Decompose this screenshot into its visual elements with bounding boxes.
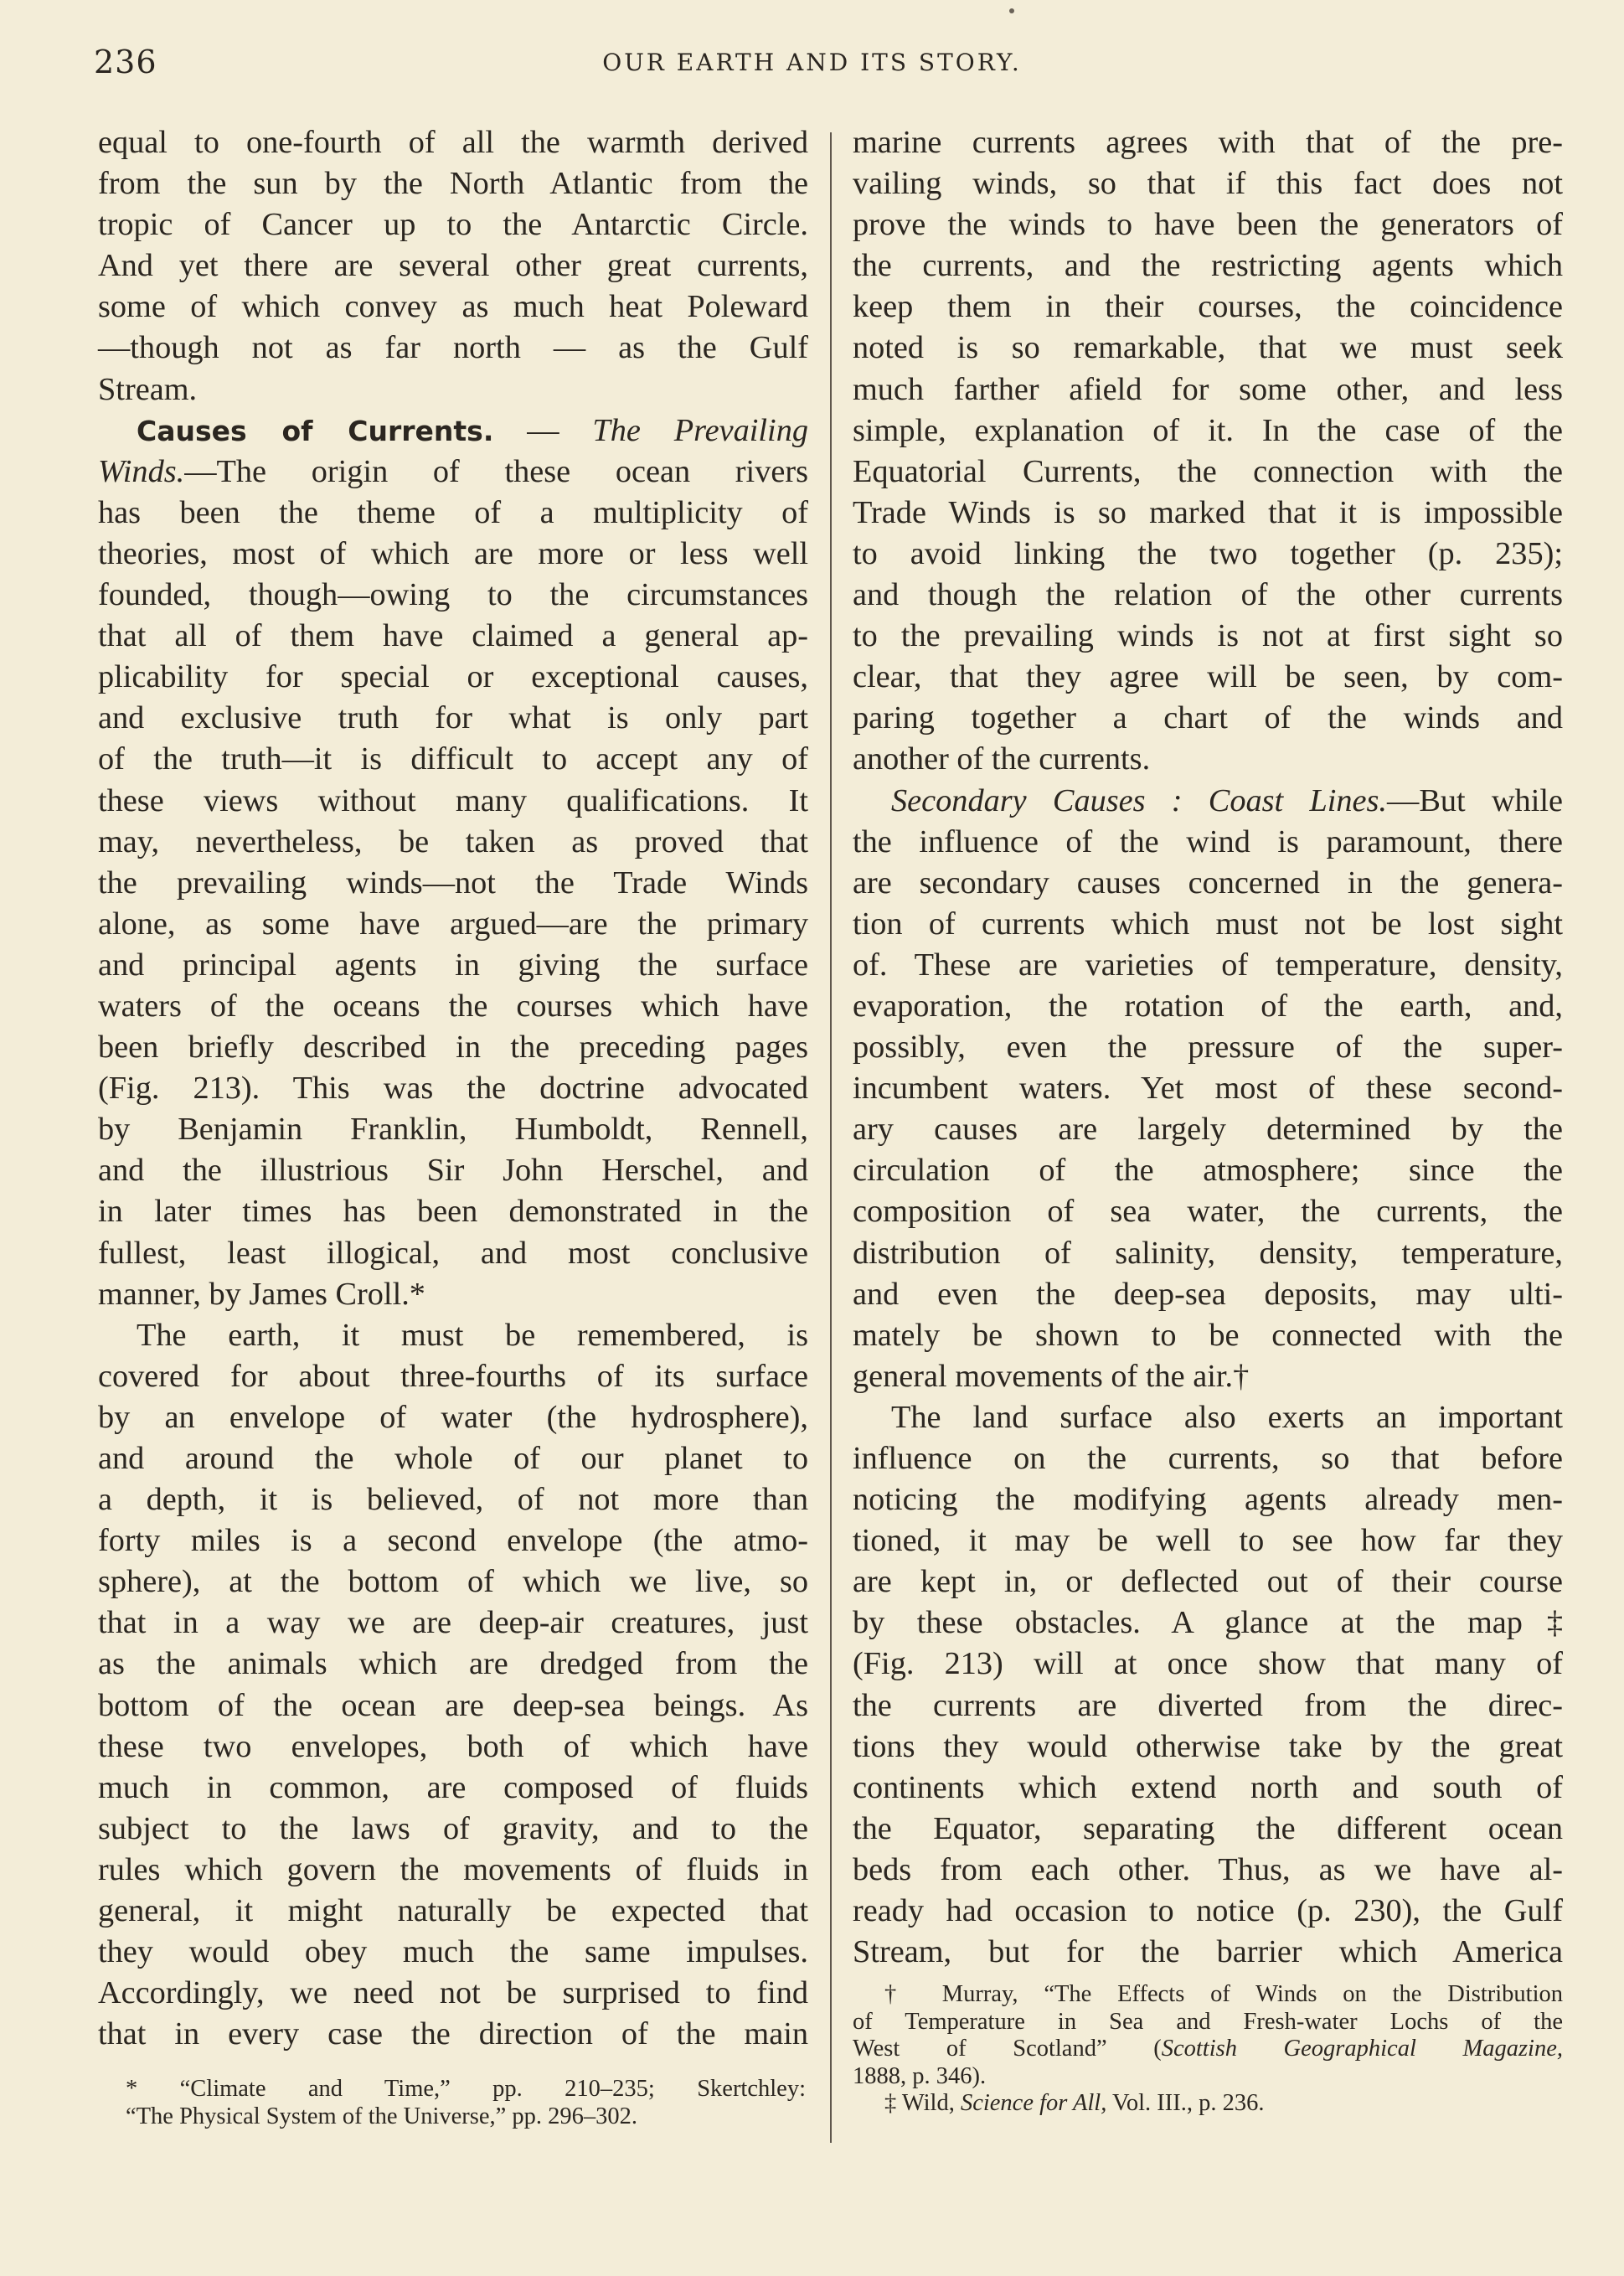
text-run: Science for All,: [960, 2090, 1107, 2116]
right-column-line: composition of sea water, the currents, the: [853, 1194, 1563, 1230]
right-column-line: the currents are diverted from the direc-: [853, 1687, 1563, 1723]
left-column-line: sphere), at the bottom of which we live, so: [98, 1564, 808, 1600]
text-run: —The origin of these ocean rivers: [184, 453, 808, 489]
right-column-line: distribution of salinity, density, temperature,: [853, 1235, 1563, 1271]
right-column-line: another of the currents.: [853, 741, 1151, 777]
left-column-line: as the animals which are dredged from the: [98, 1646, 808, 1682]
footnotes-right-line: of Temperature in Sea and Fresh-water Lochs of the: [853, 2008, 1563, 2035]
right-column-line: Stream, but for the barrier which America: [853, 1934, 1563, 1970]
right-column-line: vailing winds, so that if this fact does not: [853, 166, 1563, 202]
right-column-line: continents which extend north and south of: [853, 1769, 1563, 1805]
right-column-line: and even the deep-sea deposits, may ulti-: [853, 1276, 1563, 1312]
text-run: ‡ Wild,: [884, 2090, 961, 2116]
left-column-line: bottom of the ocean are deep-sea beings. As: [98, 1687, 808, 1723]
left-column-line: they would obey much the same impulses.: [98, 1934, 808, 1970]
footnotes-left-line: * “Climate and Time,” pp. 210–235; Skertchley:: [126, 2076, 806, 2102]
right-column-line: The land surface also exerts an important: [891, 1399, 1563, 1435]
left-column-line: by an envelope of water (the hydrosphere),: [98, 1399, 808, 1435]
text-run: The Prevailing: [592, 412, 808, 448]
running-title: OUR EARTH AND ITS STORY.: [602, 49, 1022, 76]
left-column-line: in later times has been demonstrated in the: [98, 1194, 808, 1230]
right-column-line: of. These are varieties of temperature, density,: [853, 947, 1563, 983]
right-text-column: [853, 122, 1563, 1973]
right-column-line: tion of currents which must not be lost sight: [853, 906, 1563, 942]
right-column-line: possibly, even the pressure of the super-: [853, 1030, 1563, 1066]
left-column-line: a depth, it is believed, of not more than: [98, 1482, 808, 1518]
footnotes-right-line: [853, 2090, 1563, 2118]
left-column-line: tropic of Cancer up to the Antarctic Circle.: [98, 207, 808, 243]
left-column-line: founded, though—owing to the circumstances: [98, 577, 808, 613]
right-column-line: tions they would otherwise take by the great: [853, 1728, 1563, 1764]
right-column-line: ready had occasion to notice (p. 230), the Gulf: [853, 1893, 1563, 1929]
left-column-line: [98, 452, 808, 493]
left-column-line: covered for about three-fourths of its surface: [98, 1358, 808, 1394]
right-column-line: to avoid linking the two together (p. 235);: [853, 535, 1563, 571]
left-column-line: and the illustrious Sir John Herschel, and: [98, 1153, 808, 1189]
left-column-line: that all of them have claimed a general ap-: [98, 618, 808, 654]
left-column-line: may, nevertheless, be taken as proved that: [98, 823, 808, 859]
right-column-line: general movements of the air.†: [853, 1358, 1250, 1394]
left-column-line: these views without many qualifications. It: [98, 782, 808, 818]
right-column-line: the currents, and the restricting agents which: [853, 248, 1563, 284]
left-column-line: the prevailing winds—not the Trade Winds: [98, 864, 808, 901]
left-column-line: [98, 410, 808, 452]
left-column-line: Accordingly, we need not be surprised to find: [98, 1975, 808, 2011]
left-column-line: been briefly described in the preceding pages: [98, 1030, 808, 1066]
footnotes-right-line: [853, 2036, 1563, 2063]
left-column-line: subject to the laws of gravity, and to the: [98, 1810, 808, 1846]
left-column-line: general, it might naturally be expected that: [98, 1893, 808, 1929]
left-column-line: some of which convey as much heat Poleward: [98, 289, 808, 325]
right-column-line: are secondary causes concerned in the genera-: [853, 864, 1563, 901]
right-column-line: the Equator, separating the different ocean: [853, 1810, 1563, 1846]
left-column-line: forty miles is a second envelope (the atmo-: [98, 1523, 808, 1559]
right-column-line: prove the winds to have been the generators of: [853, 207, 1563, 243]
right-column-line: and though the relation of the other currents: [853, 577, 1563, 613]
footnotes-left: [126, 2076, 806, 2130]
footnotes-right-line: † Murray, “The Effects of Winds on the Distribution: [884, 1981, 1563, 2007]
left-column-line: Stream.: [98, 371, 198, 407]
text-run: Vol. III., p. 236.: [1106, 2090, 1265, 2116]
right-column-line: tioned, it may be well to see how far they: [853, 1523, 1563, 1559]
right-column-line: incumbent waters. Yet most of these second-: [853, 1071, 1563, 1107]
left-column-line: has been the theme of a multiplicity of: [98, 494, 808, 530]
left-column-line: that in a way we are deep-air creatures, just: [98, 1605, 808, 1641]
left-column-line: And yet there are several other great currents,: [98, 248, 808, 284]
ink-speck: [1009, 8, 1014, 13]
left-column-line: by Benjamin Franklin, Humboldt, Rennell,: [98, 1112, 808, 1148]
footnotes-right: [853, 1981, 1563, 2118]
right-column-line: marine currents agrees with that of the pre-: [853, 125, 1563, 160]
left-column-line: and around the whole of our planet to: [98, 1441, 808, 1476]
right-column-line: Trade Winds is so marked that it is impossible: [853, 494, 1563, 530]
right-column-line: noticing the modifying agents already men-: [853, 1482, 1563, 1518]
right-column-line: simple, explanation of it. In the case of the: [853, 412, 1563, 448]
text-run: —But while: [1387, 782, 1563, 818]
right-column-line: [853, 781, 1563, 822]
left-column-line: (Fig. 213). This was the doctrine advocated: [98, 1071, 808, 1107]
right-column-line: beds from each other. Thus, as we have al-: [853, 1851, 1563, 1887]
left-column-line: of the truth—it is difficult to accept any of: [98, 741, 808, 777]
left-column-line: plicability for special or exceptional causes,: [98, 659, 808, 695]
right-column-line: paring together a chart of the winds and: [853, 700, 1563, 736]
left-column-line: rules which govern the movements of fluids in: [98, 1851, 808, 1887]
page-number: 236: [94, 44, 157, 80]
right-column-line: ary causes are largely determined by the: [853, 1112, 1563, 1148]
text-run: West of Scotland” (: [853, 2036, 1162, 2062]
left-column-line: fullest, least illogical, and most conclusive: [98, 1235, 808, 1271]
text-run: Secondary Causes : Coast Lines.: [891, 782, 1388, 818]
left-column-line: equal to one-fourth of all the warmth derived: [98, 125, 808, 160]
right-column-line: clear, that they agree will be seen, by com-: [853, 659, 1563, 695]
right-column-line: much farther afield for some other, and less: [853, 371, 1563, 407]
left-column-line: alone, as some have argued—are the primary: [98, 906, 808, 942]
text-run: —: [493, 412, 593, 448]
left-text-column: [98, 122, 808, 2055]
right-column-line: evaporation, the rotation of the earth, and,: [853, 988, 1563, 1024]
right-column-line: the influence of the wind is paramount, there: [853, 823, 1563, 859]
left-column-line: much in common, are composed of fluids: [98, 1769, 808, 1805]
left-column-line: these two envelopes, both of which have: [98, 1728, 808, 1764]
left-column-line: from the sun by the North Atlantic from the: [98, 166, 808, 202]
left-column-line: and principal agents in giving the surface: [98, 947, 808, 983]
right-column-line: influence on the currents, so that before: [853, 1441, 1563, 1476]
right-column-line: (Fig. 213) will at once show that many of: [853, 1646, 1563, 1682]
text-run: Winds.: [98, 453, 185, 489]
left-column-line: and exclusive truth for what is only part: [98, 700, 808, 736]
right-column-line: noted is so remarkable, that we must seek: [853, 330, 1563, 366]
right-column-line: Equatorial Currents, the connection with the: [853, 453, 1563, 489]
footnotes-right-line: 1888, p. 346).: [853, 2062, 987, 2089]
column-rule: [830, 132, 832, 2143]
left-column-line: waters of the oceans the courses which have: [98, 988, 808, 1024]
left-column-line: that in every case the direction of the main: [98, 2016, 808, 2052]
right-column-line: by these obstacles. A glance at the map‡: [853, 1605, 1563, 1641]
right-column-line: to the prevailing winds is not at first sight so: [853, 618, 1563, 654]
right-column-line: mately be shown to be connected with the: [853, 1317, 1563, 1353]
left-column-line: The earth, it must be remembered, is: [137, 1317, 808, 1353]
right-column-line: are kept in, or deflected out of their course: [853, 1564, 1563, 1600]
right-column-line: keep them in their courses, the coincidence: [853, 289, 1563, 325]
text-run: Scottish Geographical Magazine,: [1161, 2036, 1563, 2062]
left-column-line: manner, by James Croll.*: [98, 1276, 425, 1312]
text-run: Causes of Currents.: [137, 414, 494, 447]
left-column-line: theories, most of which are more or less well: [98, 535, 808, 571]
right-column-line: circulation of the atmosphere; since the: [853, 1153, 1563, 1189]
footnotes-left-line: “The Physical System of the Universe,” pp. 296–302.: [126, 2103, 638, 2129]
left-column-line: —though not as far north — as the Gulf: [98, 330, 808, 366]
